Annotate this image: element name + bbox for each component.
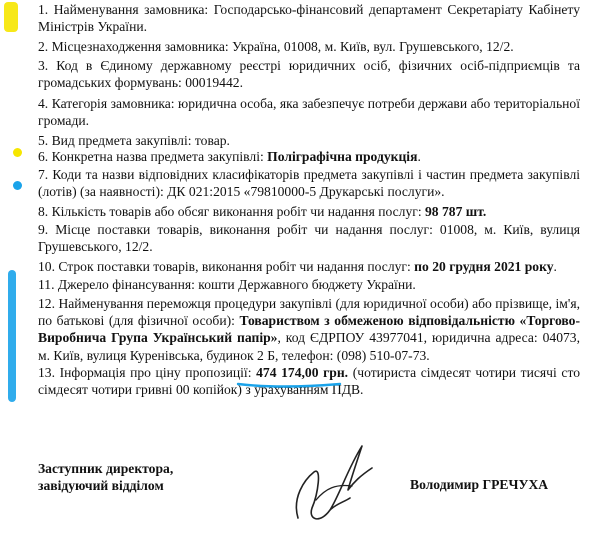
item-bold-text: 98 787 шт. [425,204,487,219]
item-text: Місце поставки товарів, виконання робіт чи надання послуг: 01008, м. Київ, вулиця Грушевського, 12/2. [38,222,581,255]
item-number: 4. [38,96,52,111]
handwritten-signature [290,428,380,533]
item-text: . [417,149,421,164]
item-number: 2. [38,39,52,54]
item-text: (чотириста сімдесят чотири тисячі сто сімдесят чотири гривні 00 копійок) з урахуванням ПДВ. [38,365,580,398]
item-text: Конкретна назва предмета закупівлі: [51,149,268,164]
item-number: 13. [38,365,60,380]
item-bold-text: 474 174,00 грн. [256,365,349,380]
item-number: 7. [38,167,53,182]
item-number: 10. [38,259,59,274]
item-text: Категорія замовника: юридична особа, яка забезпечує потреби держави або територіальної громади. [38,96,580,129]
item-text: Найменування переможця процедури закупівлі (для юридичної особи) або прізвище, ім'я, по батькові (для фізичної особи): [38,296,580,329]
item-number: 12. [38,296,59,311]
signer-title: Заступник директора, завідуючий відділом [38,461,174,493]
item-text: Строк поставки товарів, виконання робіт чи надання послуг: [58,259,415,274]
item-number: 9. [38,222,56,237]
item-text: Місцезнаходження замовника: Україна, 01008, м. Київ, вул. Грушевського, 12/2. [51,39,514,54]
item-bold-text: Товариством з обмеженою відповідальністю «Торгово-Виробнича Група Український папір» [38,313,581,346]
signer-name: Володимир ГРЕЧУХА [410,477,549,492]
item-text: , код ЄДРПОУ 43977041, юридична адреса: 04073, м. Київ, вулиця Куренівська, будинок 2 Б, телефон: (098) 510-07-73. [38,330,580,363]
item-number: 11. [38,277,58,292]
item-text: Інформація про ціну пропозиції: [59,365,257,380]
item-number: 6. [38,149,52,164]
item-text: Код в Єдиному державному реєстрі юридичних осіб, фізичних осіб-підприємців та громадських формувань: 00019442. [38,58,580,91]
item-number: 3. [38,58,57,73]
item-text: . [553,259,557,274]
item-number: 5. [38,133,52,148]
item-number: 1. [38,2,54,17]
item-number: 8. [38,204,52,219]
item-text: Найменування замовника: Господарсько-фінансовий департамент Секретаріату Кабінету Міністрів України. [38,2,580,35]
item-bold-text: Поліграфічна продукція [267,149,418,164]
item-bold-text: по 20 грудня 2021 року [414,259,554,274]
item-text: Джерело фінансування: кошти Державного бюджету України. [57,277,416,292]
item-text: Вид предмета закупівлі: товар. [51,133,230,148]
item-text: Коди та назви відповідних класифікаторів предмета закупівлі і частин предмета закупівлі (лотів) (за наявності): ДК 021:2015 «79810000-5 Друкарські послуги». [38,167,581,200]
item-text: Кількість товарів або обсяг виконання робіт чи надання послуг: [51,204,425,219]
